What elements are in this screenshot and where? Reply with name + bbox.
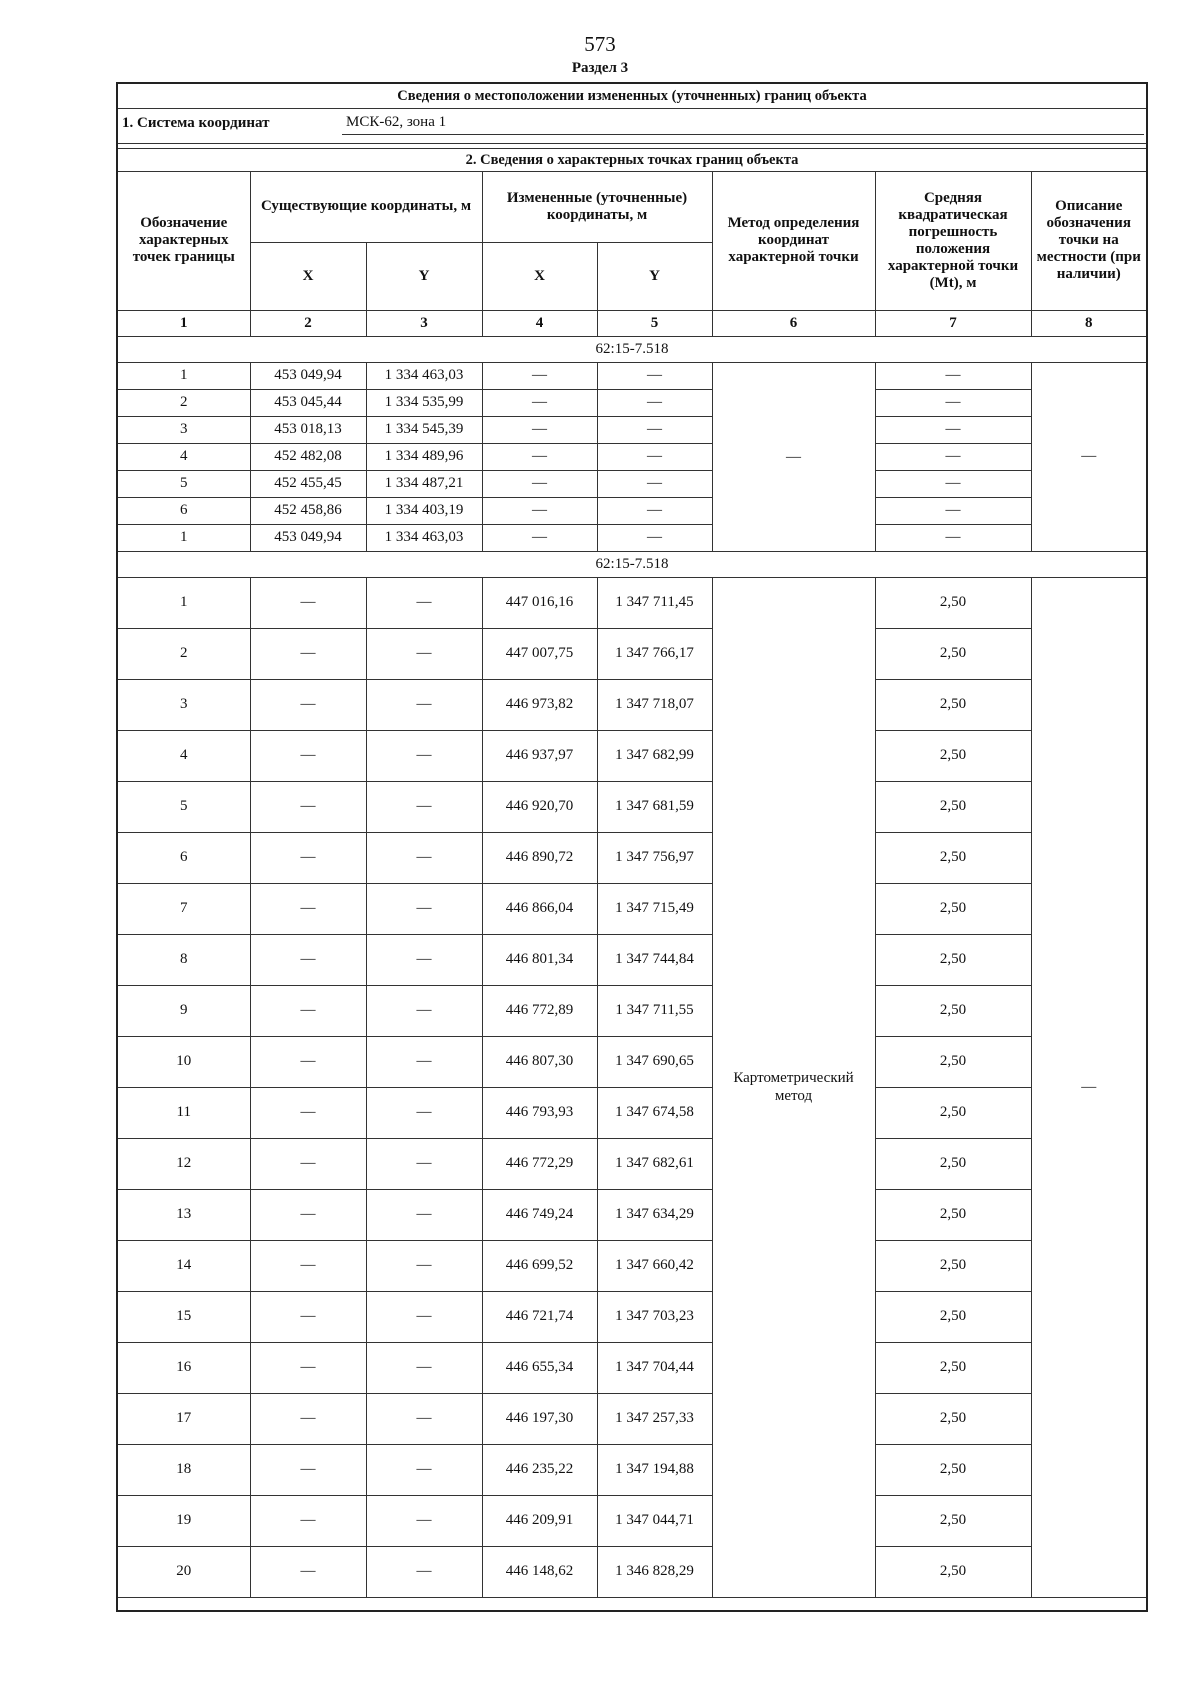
- point-number: 1: [118, 577, 250, 628]
- table-row: [118, 1240, 1146, 1291]
- table-title: Сведения о местоположении измененных (уточненных) границ объекта: [118, 84, 1146, 109]
- changed-x: —: [482, 443, 597, 470]
- existing-y: —: [366, 1393, 482, 1444]
- table-row: [118, 781, 1146, 832]
- existing-x: 453 045,44: [250, 389, 366, 416]
- changed-y: —: [597, 470, 712, 497]
- header-existing-coords: Существующие координаты, м: [250, 172, 482, 242]
- header-description: Описание обозначения точки на местности (при наличии): [1031, 172, 1146, 310]
- changed-x: 446 148,62: [482, 1546, 597, 1597]
- changed-x: 446 721,74: [482, 1291, 597, 1342]
- changed-x: 446 699,52: [482, 1240, 597, 1291]
- table-row: [118, 1342, 1146, 1393]
- existing-x: 452 482,08: [250, 443, 366, 470]
- changed-y: 1 347 756,97: [597, 832, 712, 883]
- table-row: [118, 1546, 1146, 1597]
- changed-y: 1 347 682,61: [597, 1138, 712, 1189]
- changed-x: —: [482, 524, 597, 551]
- accuracy-mt: —: [875, 470, 1031, 497]
- existing-x: —: [250, 1087, 366, 1138]
- point-number: 5: [118, 781, 250, 832]
- existing-x: —: [250, 577, 366, 628]
- point-number: 10: [118, 1036, 250, 1087]
- point-number: 1: [118, 362, 250, 389]
- existing-y: —: [366, 1495, 482, 1546]
- table-row: [118, 832, 1146, 883]
- column-number: 6: [712, 310, 875, 336]
- existing-y: —: [366, 781, 482, 832]
- existing-y: 1 334 489,96: [366, 443, 482, 470]
- coordinate-system-label: 1. Система координат: [122, 115, 270, 131]
- accuracy-mt: 2,50: [875, 832, 1031, 883]
- changed-y: 1 347 766,17: [597, 628, 712, 679]
- accuracy-mt: 2,50: [875, 1087, 1031, 1138]
- existing-x: 452 455,45: [250, 470, 366, 497]
- existing-x: —: [250, 679, 366, 730]
- cadastral-number: 62:15-7.518: [118, 551, 1146, 577]
- cadastral-section-row: [118, 551, 1146, 577]
- existing-x: —: [250, 1240, 366, 1291]
- existing-y: 1 334 403,19: [366, 497, 482, 524]
- changed-x: —: [482, 389, 597, 416]
- changed-y: 1 346 828,29: [597, 1546, 712, 1597]
- point-number: 18: [118, 1444, 250, 1495]
- changed-y: —: [597, 443, 712, 470]
- point-number: 15: [118, 1291, 250, 1342]
- existing-x: —: [250, 1291, 366, 1342]
- page-number: 573: [584, 32, 616, 56]
- point-number: 6: [118, 497, 250, 524]
- existing-y: —: [366, 883, 482, 934]
- changed-y: —: [597, 416, 712, 443]
- existing-x: —: [250, 1036, 366, 1087]
- point-number: 9: [118, 985, 250, 1036]
- point-number: 13: [118, 1189, 250, 1240]
- existing-x: —: [250, 883, 366, 934]
- changed-x: 446 772,29: [482, 1138, 597, 1189]
- header-existing-x: X: [250, 242, 366, 310]
- column-number: 3: [366, 310, 482, 336]
- header-accuracy: Средняя квадратическая погрешность положения характерной точки (Mt), м: [875, 172, 1031, 310]
- changed-y: —: [597, 389, 712, 416]
- changed-y: 1 347 744,84: [597, 934, 712, 985]
- changed-x: —: [482, 416, 597, 443]
- accuracy-mt: —: [875, 497, 1031, 524]
- existing-x: —: [250, 934, 366, 985]
- changed-y: 1 347 674,58: [597, 1087, 712, 1138]
- points-table: [118, 172, 1146, 1598]
- changed-y: 1 347 634,29: [597, 1189, 712, 1240]
- changed-x: 446 772,89: [482, 985, 597, 1036]
- existing-y: —: [366, 730, 482, 781]
- column-number: 7: [875, 310, 1031, 336]
- changed-x: 446 655,34: [482, 1342, 597, 1393]
- point-number: 19: [118, 1495, 250, 1546]
- table-row: [118, 497, 1146, 524]
- table-row: [118, 1036, 1146, 1087]
- boundary-sheet: [116, 82, 1148, 1612]
- accuracy-mt: 2,50: [875, 1393, 1031, 1444]
- point-number: 2: [118, 389, 250, 416]
- cadastral-number: 62:15-7.518: [118, 336, 1146, 362]
- changed-y: 1 347 711,55: [597, 985, 712, 1036]
- existing-x: 452 458,86: [250, 497, 366, 524]
- changed-x: 446 209,91: [482, 1495, 597, 1546]
- point-number: 1: [118, 524, 250, 551]
- column-number: 2: [250, 310, 366, 336]
- point-number: 3: [118, 416, 250, 443]
- header-row: [118, 172, 1146, 242]
- existing-x: —: [250, 1342, 366, 1393]
- point-number: 7: [118, 883, 250, 934]
- accuracy-mt: 2,50: [875, 1495, 1031, 1546]
- accuracy-mt: 2,50: [875, 1189, 1031, 1240]
- changed-x: 446 793,93: [482, 1087, 597, 1138]
- table-row: [118, 1087, 1146, 1138]
- changed-x: —: [482, 362, 597, 389]
- accuracy-mt: 2,50: [875, 1036, 1031, 1087]
- table-row: [118, 416, 1146, 443]
- accuracy-mt: —: [875, 443, 1031, 470]
- changed-x: 446 749,24: [482, 1189, 597, 1240]
- cadastral-section-row: [118, 336, 1146, 362]
- changed-y: 1 347 257,33: [597, 1393, 712, 1444]
- accuracy-mt: —: [875, 524, 1031, 551]
- changed-x: 446 890,72: [482, 832, 597, 883]
- coordinate-system-value: МСК-62, зона 1: [342, 114, 1144, 135]
- column-number: 5: [597, 310, 712, 336]
- point-number: 2: [118, 628, 250, 679]
- changed-x: 446 937,97: [482, 730, 597, 781]
- changed-x: —: [482, 497, 597, 524]
- accuracy-mt: —: [875, 362, 1031, 389]
- accuracy-mt: 2,50: [875, 1444, 1031, 1495]
- existing-x: —: [250, 781, 366, 832]
- header-changed-x: X: [482, 242, 597, 310]
- existing-x: —: [250, 1138, 366, 1189]
- existing-x: 453 018,13: [250, 416, 366, 443]
- point-number: 20: [118, 1546, 250, 1597]
- point-number: 16: [118, 1342, 250, 1393]
- point-number: 5: [118, 470, 250, 497]
- changed-y: 1 347 690,65: [597, 1036, 712, 1087]
- changed-x: 446 866,04: [482, 883, 597, 934]
- table-row: [118, 1393, 1146, 1444]
- existing-y: —: [366, 679, 482, 730]
- existing-y: —: [366, 1189, 482, 1240]
- points-title: 2. Сведения о характерных точках границ объекта: [118, 148, 1146, 172]
- existing-y: 1 334 487,21: [366, 470, 482, 497]
- table-row: [118, 389, 1146, 416]
- existing-x: 453 049,94: [250, 362, 366, 389]
- changed-y: 1 347 681,59: [597, 781, 712, 832]
- accuracy-mt: 2,50: [875, 985, 1031, 1036]
- changed-x: 446 197,30: [482, 1393, 597, 1444]
- table-row: [118, 470, 1146, 497]
- column-number: 1: [118, 310, 250, 336]
- accuracy-mt: 2,50: [875, 934, 1031, 985]
- table-row: [118, 1444, 1146, 1495]
- changed-y: 1 347 044,71: [597, 1495, 712, 1546]
- existing-y: —: [366, 985, 482, 1036]
- existing-y: —: [366, 1240, 482, 1291]
- accuracy-mt: —: [875, 389, 1031, 416]
- header-changed-coords: Измененные (уточненные) координаты, м: [482, 172, 712, 242]
- table-row: [118, 1291, 1146, 1342]
- accuracy-mt: 2,50: [875, 883, 1031, 934]
- point-number: 3: [118, 679, 250, 730]
- changed-x: 446 235,22: [482, 1444, 597, 1495]
- accuracy-mt: 2,50: [875, 628, 1031, 679]
- header-method: Метод определения координат характерной точки: [712, 172, 875, 310]
- existing-x: —: [250, 1495, 366, 1546]
- existing-y: —: [366, 1342, 482, 1393]
- accuracy-mt: 2,50: [875, 1138, 1031, 1189]
- description-cell: —: [1031, 362, 1146, 551]
- existing-x: —: [250, 832, 366, 883]
- changed-x: —: [482, 470, 597, 497]
- accuracy-mt: 2,50: [875, 577, 1031, 628]
- existing-y: —: [366, 628, 482, 679]
- point-number: 8: [118, 934, 250, 985]
- table-row: [118, 524, 1146, 551]
- existing-y: —: [366, 1138, 482, 1189]
- point-number: 12: [118, 1138, 250, 1189]
- section-title: Раздел 3: [571, 60, 629, 76]
- table-row: [118, 679, 1146, 730]
- existing-y: —: [366, 832, 482, 883]
- changed-x: 446 807,30: [482, 1036, 597, 1087]
- accuracy-mt: 2,50: [875, 1546, 1031, 1597]
- existing-y: —: [366, 1036, 482, 1087]
- table-row: [118, 443, 1146, 470]
- existing-x: —: [250, 1393, 366, 1444]
- existing-y: —: [366, 577, 482, 628]
- existing-y: 1 334 463,03: [366, 362, 482, 389]
- existing-x: —: [250, 1546, 366, 1597]
- point-number: 4: [118, 443, 250, 470]
- accuracy-mt: 2,50: [875, 679, 1031, 730]
- changed-y: —: [597, 497, 712, 524]
- changed-x: 446 973,82: [482, 679, 597, 730]
- method-cell: —: [712, 362, 875, 551]
- accuracy-mt: —: [875, 416, 1031, 443]
- header-point-designation: Обозначение характерных точек границы: [118, 172, 250, 310]
- existing-y: —: [366, 1444, 482, 1495]
- accuracy-mt: 2,50: [875, 1342, 1031, 1393]
- point-number: 14: [118, 1240, 250, 1291]
- method-cell: Картометрический метод: [712, 577, 875, 1597]
- existing-x: 453 049,94: [250, 524, 366, 551]
- changed-y: 1 347 711,45: [597, 577, 712, 628]
- accuracy-mt: 2,50: [875, 1291, 1031, 1342]
- table-row: [118, 1189, 1146, 1240]
- existing-y: —: [366, 1087, 482, 1138]
- changed-y: 1 347 718,07: [597, 679, 712, 730]
- changed-y: —: [597, 524, 712, 551]
- header-changed-y: Y: [597, 242, 712, 310]
- description-cell: —: [1031, 577, 1146, 1597]
- existing-x: —: [250, 985, 366, 1036]
- changed-x: 446 801,34: [482, 934, 597, 985]
- table-row: [118, 362, 1146, 389]
- changed-y: 1 347 682,99: [597, 730, 712, 781]
- accuracy-mt: 2,50: [875, 730, 1031, 781]
- table-row: [118, 577, 1146, 628]
- table-row: [118, 934, 1146, 985]
- changed-y: 1 347 703,23: [597, 1291, 712, 1342]
- point-number: 6: [118, 832, 250, 883]
- changed-y: 1 347 704,44: [597, 1342, 712, 1393]
- point-number: 17: [118, 1393, 250, 1444]
- changed-y: —: [597, 362, 712, 389]
- changed-x: 447 016,16: [482, 577, 597, 628]
- column-number-row: [118, 310, 1146, 336]
- header-existing-y: Y: [366, 242, 482, 310]
- changed-x: 447 007,75: [482, 628, 597, 679]
- existing-y: 1 334 535,99: [366, 389, 482, 416]
- accuracy-mt: 2,50: [875, 1240, 1031, 1291]
- existing-x: —: [250, 730, 366, 781]
- table-row: [118, 730, 1146, 781]
- changed-y: 1 347 194,88: [597, 1444, 712, 1495]
- point-number: 4: [118, 730, 250, 781]
- existing-y: 1 334 545,39: [366, 416, 482, 443]
- changed-x: 446 920,70: [482, 781, 597, 832]
- points-table-body: [118, 172, 1146, 1597]
- existing-y: —: [366, 1291, 482, 1342]
- existing-x: —: [250, 1444, 366, 1495]
- column-number: 8: [1031, 310, 1146, 336]
- table-row: [118, 883, 1146, 934]
- point-number: 11: [118, 1087, 250, 1138]
- coordinate-system-row: [118, 109, 1146, 144]
- table-row: [118, 628, 1146, 679]
- changed-y: 1 347 660,42: [597, 1240, 712, 1291]
- existing-y: 1 334 463,03: [366, 524, 482, 551]
- changed-y: 1 347 715,49: [597, 883, 712, 934]
- table-row: [118, 985, 1146, 1036]
- existing-x: —: [250, 628, 366, 679]
- table-row: [118, 1138, 1146, 1189]
- existing-y: —: [366, 1546, 482, 1597]
- existing-x: —: [250, 1189, 366, 1240]
- table-row: [118, 1495, 1146, 1546]
- column-number: 4: [482, 310, 597, 336]
- existing-y: —: [366, 934, 482, 985]
- accuracy-mt: 2,50: [875, 781, 1031, 832]
